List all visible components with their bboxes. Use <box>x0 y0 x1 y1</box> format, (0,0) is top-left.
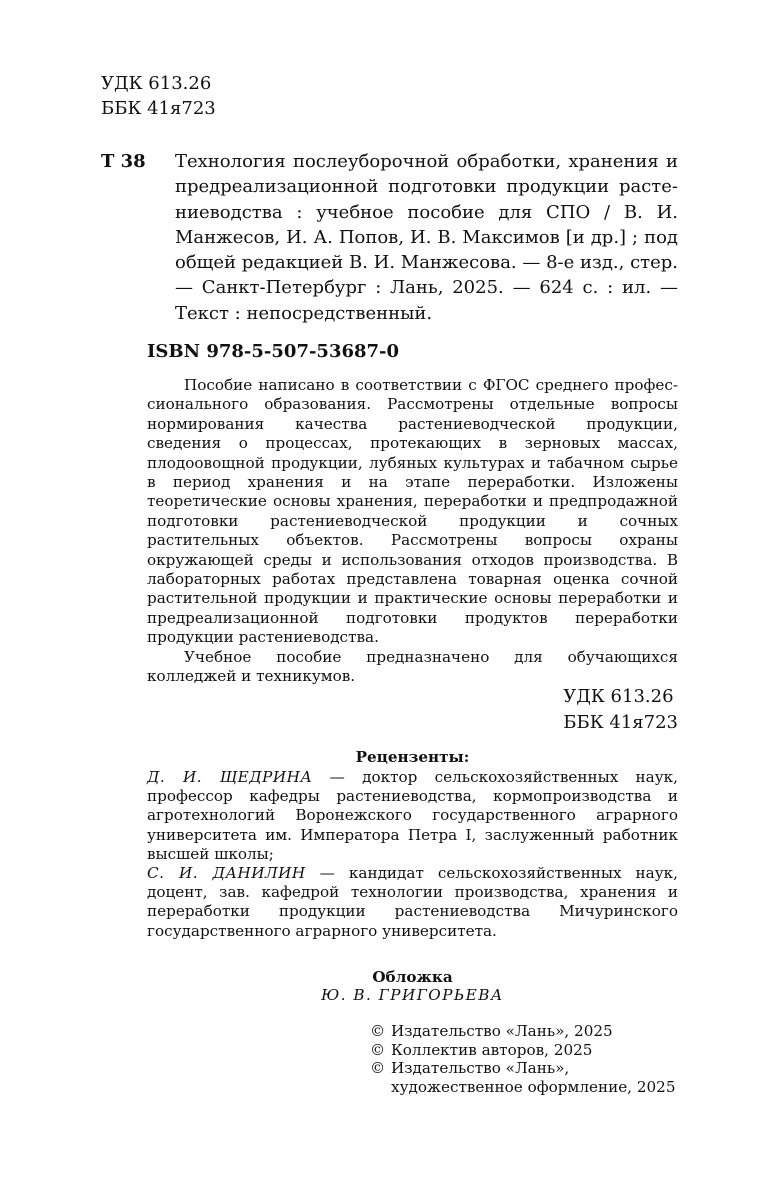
copyright-symbol: © <box>370 1040 386 1059</box>
copyright-text: Издательство «Лань», 2025 <box>391 1022 613 1040</box>
reviewer-name: Д. И. ЩЕДРИНА <box>147 768 313 786</box>
annotation-paragraph: Пособие написано в соответствии с ФГОС среднего профессионального образования. Рассмотрены отдельные вопросы нормирования качества растениеводческой продукции, сведения о процессах, протекающих в зерновых массах, плодоовощной продукции, лубяных культурах и табачном сырье в период хранения и на этапе переработки. Изложены теоретические основы хранения, переработки и предпродажной подготовки растениеводческой продукции и сочных растительных объектов. Рассмотрены вопросы охраны окружающей среды и использования отходов производства. В лабораторных работах представлена товарная оценка сочной растительной продукции и практические основы переработки и предреализационной подготовки продуктов переработки продукции растениеводства. <box>147 376 678 647</box>
cover-heading: Обложка <box>372 968 453 986</box>
copyright-line <box>370 1022 676 1041</box>
copyright-symbol: © <box>370 1059 386 1078</box>
copyright-text: Издательство «Лань», <box>391 1059 570 1078</box>
classification-codes-top <box>101 72 216 121</box>
isbn: ISBN 978-5-507-53687-0 <box>147 341 400 362</box>
reviewer-entry <box>147 768 678 864</box>
copyright-line <box>370 1041 676 1060</box>
copyright-symbol: © <box>370 1022 386 1040</box>
annotation <box>147 376 678 687</box>
copyright-text: Коллектив авторов, 2025 <box>391 1040 593 1059</box>
copyright-line <box>370 1059 676 1078</box>
reviewer-entry <box>147 864 678 941</box>
reviewer-description: — доктор сельскохозяйственных наук, профессор кафедры растениеводства, кормопроизводства и агротехнологий Воронежского государственного аграрного университета им. Императора Петра I, заслуженный работник высшей школы; <box>147 768 678 863</box>
copyright-line <box>370 1078 676 1097</box>
annotation-paragraph: Учебное пособие предназначено для обучающихся колледжей и техникумов. <box>147 647 678 686</box>
cutter-mark: Т 38 <box>101 151 146 172</box>
bbk-code: ББК 41я723 <box>101 97 216 119</box>
reviewer-name: С. И. ДАНИЛИН <box>147 864 306 883</box>
bbk-code: ББК 41я723 <box>563 712 678 733</box>
reviewer-description: — кандидат сельскохозяйственных наук, доцент, зав. кафедрой технологии производства, хранения и переработки продукции растениеводства Мичуринского государственного аграрного университета. <box>147 864 678 940</box>
udc-code: УДК 613.26 <box>101 73 212 94</box>
bibliographic-record: Технология послеуборочной обработки, хранения и предреализационной подготовки продукции растениеводства : учебное пособие для СПО / В. И. Манжесов, И. А. Попов, И. В. Максимов [и др.] ; под общей редакцией В. И. Манжесова. — 8-е изд., стер. — Санкт-Петербург : Лань, 2025. — 624 с. : ил. — Текст : непосредственный. <box>175 151 678 324</box>
udc-code: УДК 613.26 <box>563 686 674 707</box>
reviewers-list <box>147 768 678 941</box>
classification-codes-bottom <box>563 684 678 736</box>
cover-designer: Ю. В. ГРИГОРЬЕВА <box>321 986 504 1004</box>
copyright-block <box>370 1022 676 1096</box>
copyright-text: художественное оформление, 2025 <box>391 1077 676 1096</box>
reviewers-heading: Рецензенты: <box>355 748 470 766</box>
